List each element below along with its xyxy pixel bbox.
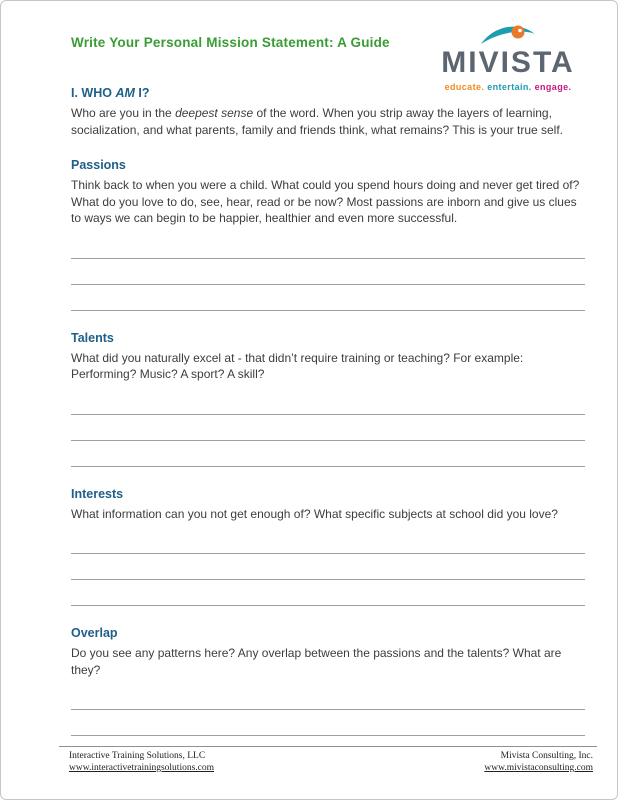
tagline-engage: engage. [534, 82, 572, 92]
passions-heading: Passions [71, 158, 126, 172]
section-passions [71, 158, 585, 311]
logo-wordmark: MIVISTA [441, 46, 575, 79]
talents-writing-lines [71, 389, 585, 467]
eye-icon [479, 21, 537, 47]
writing-line [71, 259, 585, 285]
footer-left-link[interactable]: www.interactivetrainingsolutions.com [69, 763, 215, 773]
footer-right-column [484, 751, 597, 773]
tagline-entertain: entertain. [487, 82, 532, 92]
passions-writing-lines [71, 233, 585, 311]
writing-line [71, 684, 585, 710]
footer-right-link[interactable]: www.mivistaconsulting.com [484, 763, 593, 773]
writing-line [71, 554, 585, 580]
mivista-logo [419, 21, 597, 92]
writing-line [71, 285, 585, 311]
interests-writing-lines [71, 528, 585, 606]
writing-line [71, 710, 585, 736]
writing-line [71, 415, 585, 441]
overlap-writing-lines [71, 684, 585, 736]
interests-question: What information can you not get enough of? What specific subjects at school did you love? [71, 506, 558, 521]
worksheet-content [71, 86, 585, 736]
page-title: Write Your Personal Mission Statement: A Guide [71, 35, 390, 50]
writing-line [71, 233, 585, 259]
writing-line [71, 441, 585, 467]
overlap-question: Do you see any patterns here? Any overlap between the passions and the talents? What are they? [71, 646, 562, 677]
who-am-i-paragraph: Who are you in the deepest sense of the word. When you strip away the layers of learning, socialization, and what parents, family and friends think, what remains? This is your true self. [71, 106, 564, 137]
page-footer [59, 746, 597, 773]
passions-question: Think back to when you were a child. What could you spend hours doing and never get tired of? What do you love to do, see, hear, read or be now? Most passions are inborn and give us clues to ways we can begin to be happier, healthier and even more successful. [71, 178, 580, 225]
tagline-educate: educate. [444, 82, 485, 92]
writing-line [71, 389, 585, 415]
section-interests [71, 487, 585, 607]
writing-line [71, 528, 585, 554]
footer-left-company: Interactive Training Solutions, LLC [69, 751, 206, 761]
writing-line [71, 580, 585, 606]
section-heading-who-am-i: I. WHO AM I? [71, 86, 150, 100]
section-talents [71, 331, 585, 467]
interests-heading: Interests [71, 486, 124, 501]
talents-heading: Talents [71, 330, 114, 345]
talents-question: What did you naturally excel at - that didn’t require training or teaching? For example: Performing? Music? A sport? A skill? [71, 350, 524, 381]
section-overlap [71, 626, 585, 736]
footer-left-column [59, 751, 214, 773]
overlap-heading: Overlap [71, 626, 118, 640]
logo-tagline [419, 82, 597, 92]
footer-right-company: Mivista Consulting, Inc. [500, 751, 593, 761]
